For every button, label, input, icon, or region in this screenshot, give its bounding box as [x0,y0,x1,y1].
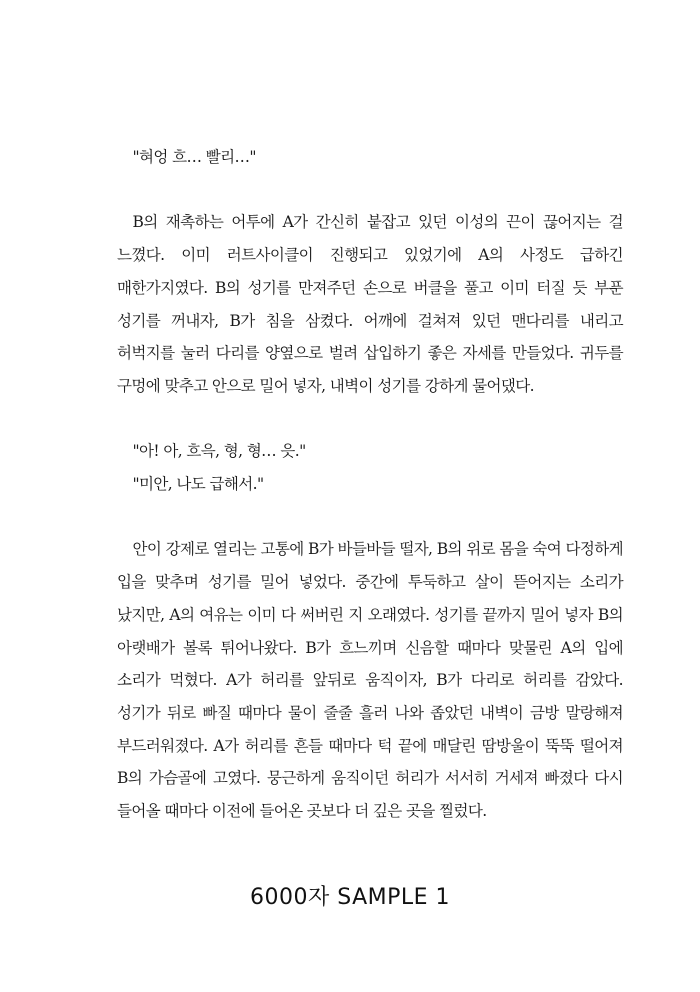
paragraph-spacer [117,403,623,436]
paragraph-spacer [117,501,623,534]
dialogue-line: "미안, 나도 급해서." [132,475,264,493]
document-body [117,141,623,828]
body-paragraph: 안이 강제로 열리는 고통에 B가 바들바들 떨자, B의 위로 몸을 숙여 다정하게 입을 맞추며 성기를 밀어 넣었다. 중간에 투둑하고 살이 뜯어지는 소리가 났지만, A의 여유는 이미 다 써버린 지 오래였다. 성기를 끝까지 밀어 넣자 B의 아랫배가 볼록 튀어나왔다. B가 흐느끼며 신음할 때마다 맞물린 A의 입에 소리가 먹혔다. A가 허리를 앞뒤로 움직이자, B가 다리로 허리를 감았다. 성기가 뒤로 빠질 때마다 물이 줄줄 흘러 나와 좁았던 내벽이 금방 말랑해져 부드러워졌다. A가 허리를 흔들 때마다 턱 끝에 매달린 땀방울이 뚝뚝 떨어져 B의 가슴골에 고였다. 뭉근하게 움직이던 허리가 서서히 거세져 빠졌다 다시 들어올 때마다 이전에 들어온 곳보다 더 깊은 곳을 찔렀다. [117,540,623,821]
dialogue-line: "혀엉 흐… 빨리…" [132,148,256,166]
paragraph-spacer [117,174,623,207]
sample-footer-label: 6000자 SAMPLE 1 [249,885,451,910]
dialogue-line: "아! 아, 흐윽, 형, 형… 읏." [132,442,306,461]
body-paragraph: B의 재촉하는 어투에 A가 간신히 붙잡고 있던 이성의 끈이 끊어지는 걸 느꼈다. 이미 러트사이클이 진행되고 있었기에 A의 사정도 급하긴 매한가지였다. B의 성기를 만져주던 손으로 버클을 풀고 이미 터질 듯 부푼 성기를 꺼내자, B가 침을 삼켰다. 어깨에 걸쳐져 있던 맨다리를 내리고 허벅지를 눌러 다리를 양옆으로 벌려 삽입하기 좋은 자세를 만들었다. 귀두를 구멍에 맞추고 안으로 밀어 넣자, 내벽이 성기를 강하게 물어댔다. [117,213,623,395]
